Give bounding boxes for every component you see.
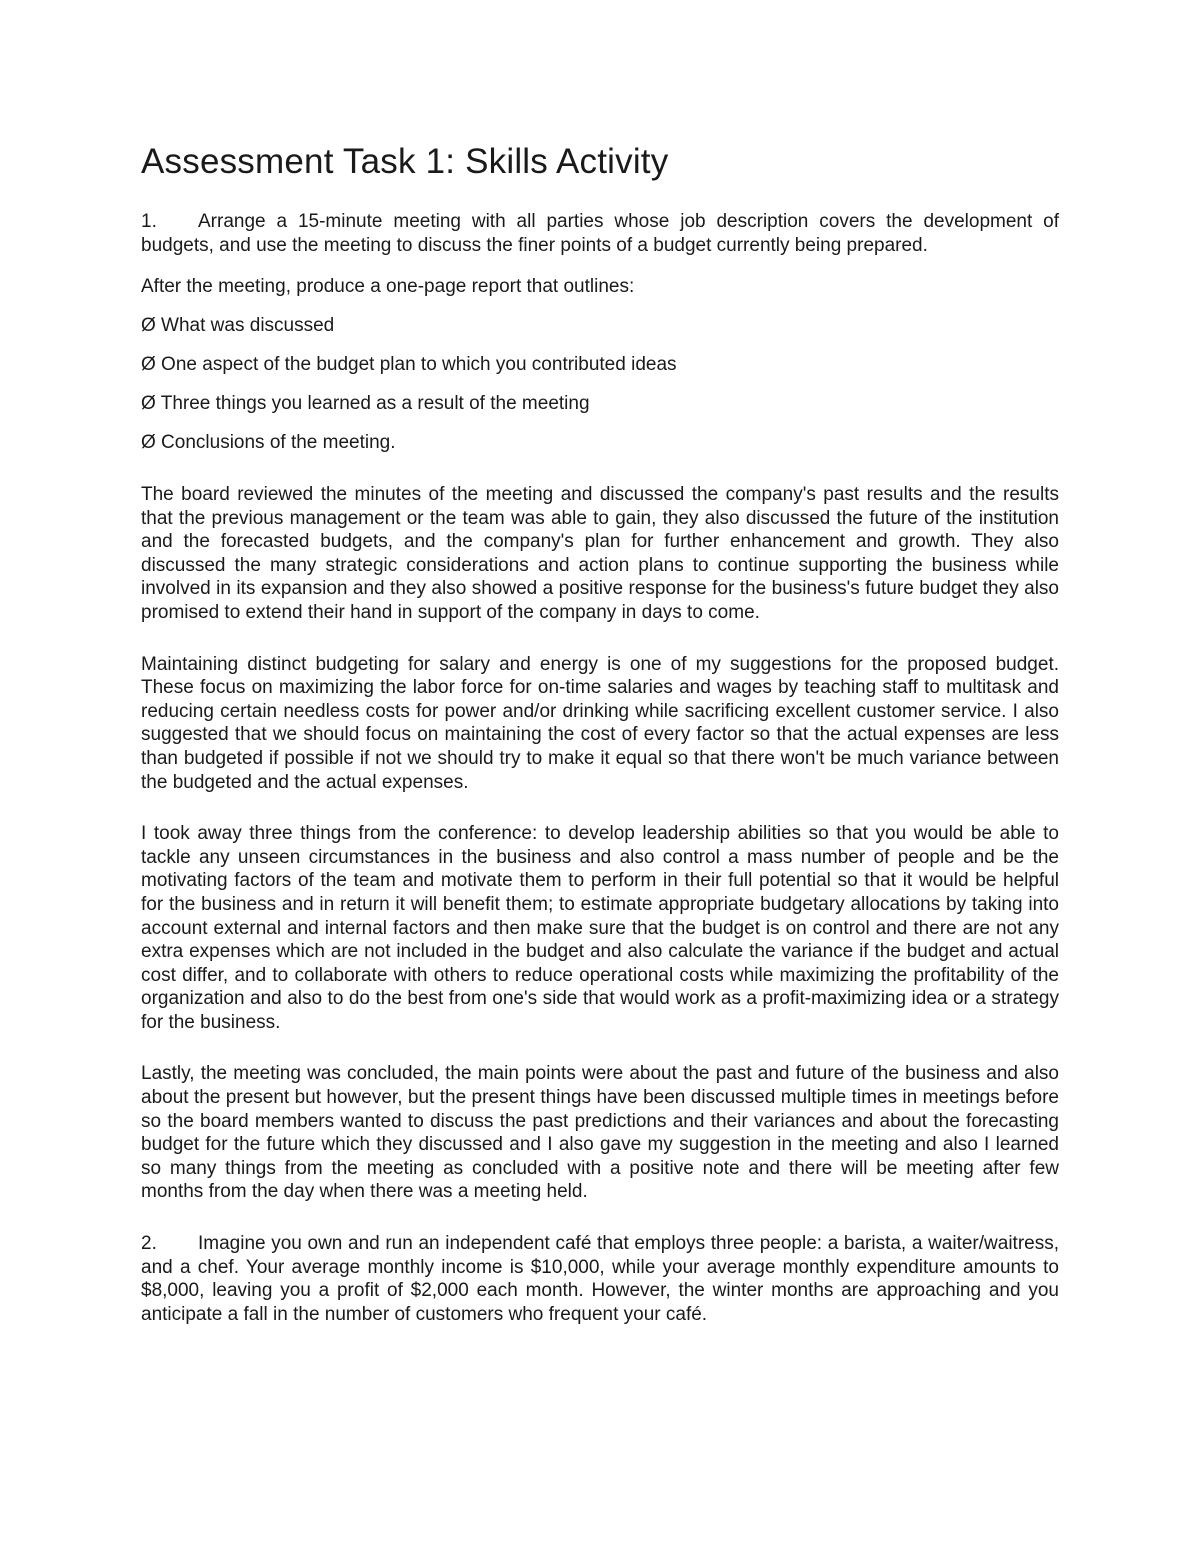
discussion-paragraph: The board reviewed the minutes of the meeting and discussed the company's past results and the results that the previous management or the team was able to gain, they also discussed the future of the institution and the forecasted budgets, and the company's plan for further enhancement and growth. They also discussed the many strategic considerations and action plans to continue supporting the business while involved in its expansion and they also showed a positive response for the business's future budget they also promised to extend their hand in support of the company in days to come. [141, 484, 1059, 623]
task-1-number: 1. [141, 211, 157, 232]
task-2-number: 2. [141, 1233, 157, 1255]
bullet-item: Ø What was discussed [141, 315, 335, 336]
task-1-text: Arrange a 15-minute meeting with all parties whose job description covers the development of budgets, and use the meeting to discuss the finer points of a budget currently being prepared. [141, 211, 1059, 256]
task-2-instruction [141, 1232, 1059, 1326]
learnings-paragraph: I took away three things from the conference: to develop leadership abilities so that you would be able to tackle any unseen circumstances in the business and also control a mass number of people and be the motivating factors of the team and motivate them to perform in their full potential so that it would be helpful for the business and in return it will benefit them; to estimate appropriate budgetary allocations by taking into account external and internal factors and then make sure that the budget is on control and there are not any extra expenses which are not included in the budget and also calculate the variance if the budget and actual cost differ, and to collaborate with others to reduce operational costs while maximizing the profitability of the organization and also to do the best from one's side that would work as a profit-maximizing idea or a strategy for the business. [141, 823, 1059, 1033]
conclusion-paragraph: Lastly, the meeting was concluded, the main points were about the past and future of the business and also about the present but however, but the present things have been discussed multiple times in meetings before so the board members wanted to discuss the past predictions and their variances and about the forecasting budget for the future which they discussed and I also gave my suggestion in the meeting and also I learned so many things from the meeting as concluded with a positive note and there will be meeting after few months from the day when there was a meeting held. [141, 1063, 1059, 1203]
task-1-instruction [141, 210, 1059, 258]
bullet-item: Ø One aspect of the budget plan to which you contributed ideas [141, 354, 677, 375]
document-page [141, 140, 1059, 1326]
bullet-item: Ø Conclusions of the meeting. [141, 432, 396, 453]
report-outline-intro: After the meeting, produce a one-page report that outlines: [141, 276, 635, 297]
bullet-item: Ø Three things you learned as a result of the meeting [141, 393, 590, 414]
suggestion-paragraph: Maintaining distinct budgeting for salary and energy is one of my suggestions for the proposed budget. These focus on maximizing the labor force for on-time salaries and wages by teaching staff to multitask and reducing certain needless costs for power and/or drinking while sacrificing excellent customer service. I also suggested that we should focus on maintaining the cost of every factor so that the actual expenses are less than budgeted if possible if not we should try to make it equal so that there won't be much variance between the budgeted and the actual expenses. [141, 653, 1059, 793]
task-2-text: Imagine you own and run an independent café that employs three people: a barista, a waiter/waitress, and a chef. Your average monthly income is $10,000, while your average monthly expenditure amounts to $8,000, leaving you a profit of $2,000 each month. However, the winter months are approaching and you anticipate a fall in the number of customers who frequent your café. [141, 1233, 1059, 1325]
document-title: Assessment Task 1: Skills Activity [141, 142, 669, 181]
